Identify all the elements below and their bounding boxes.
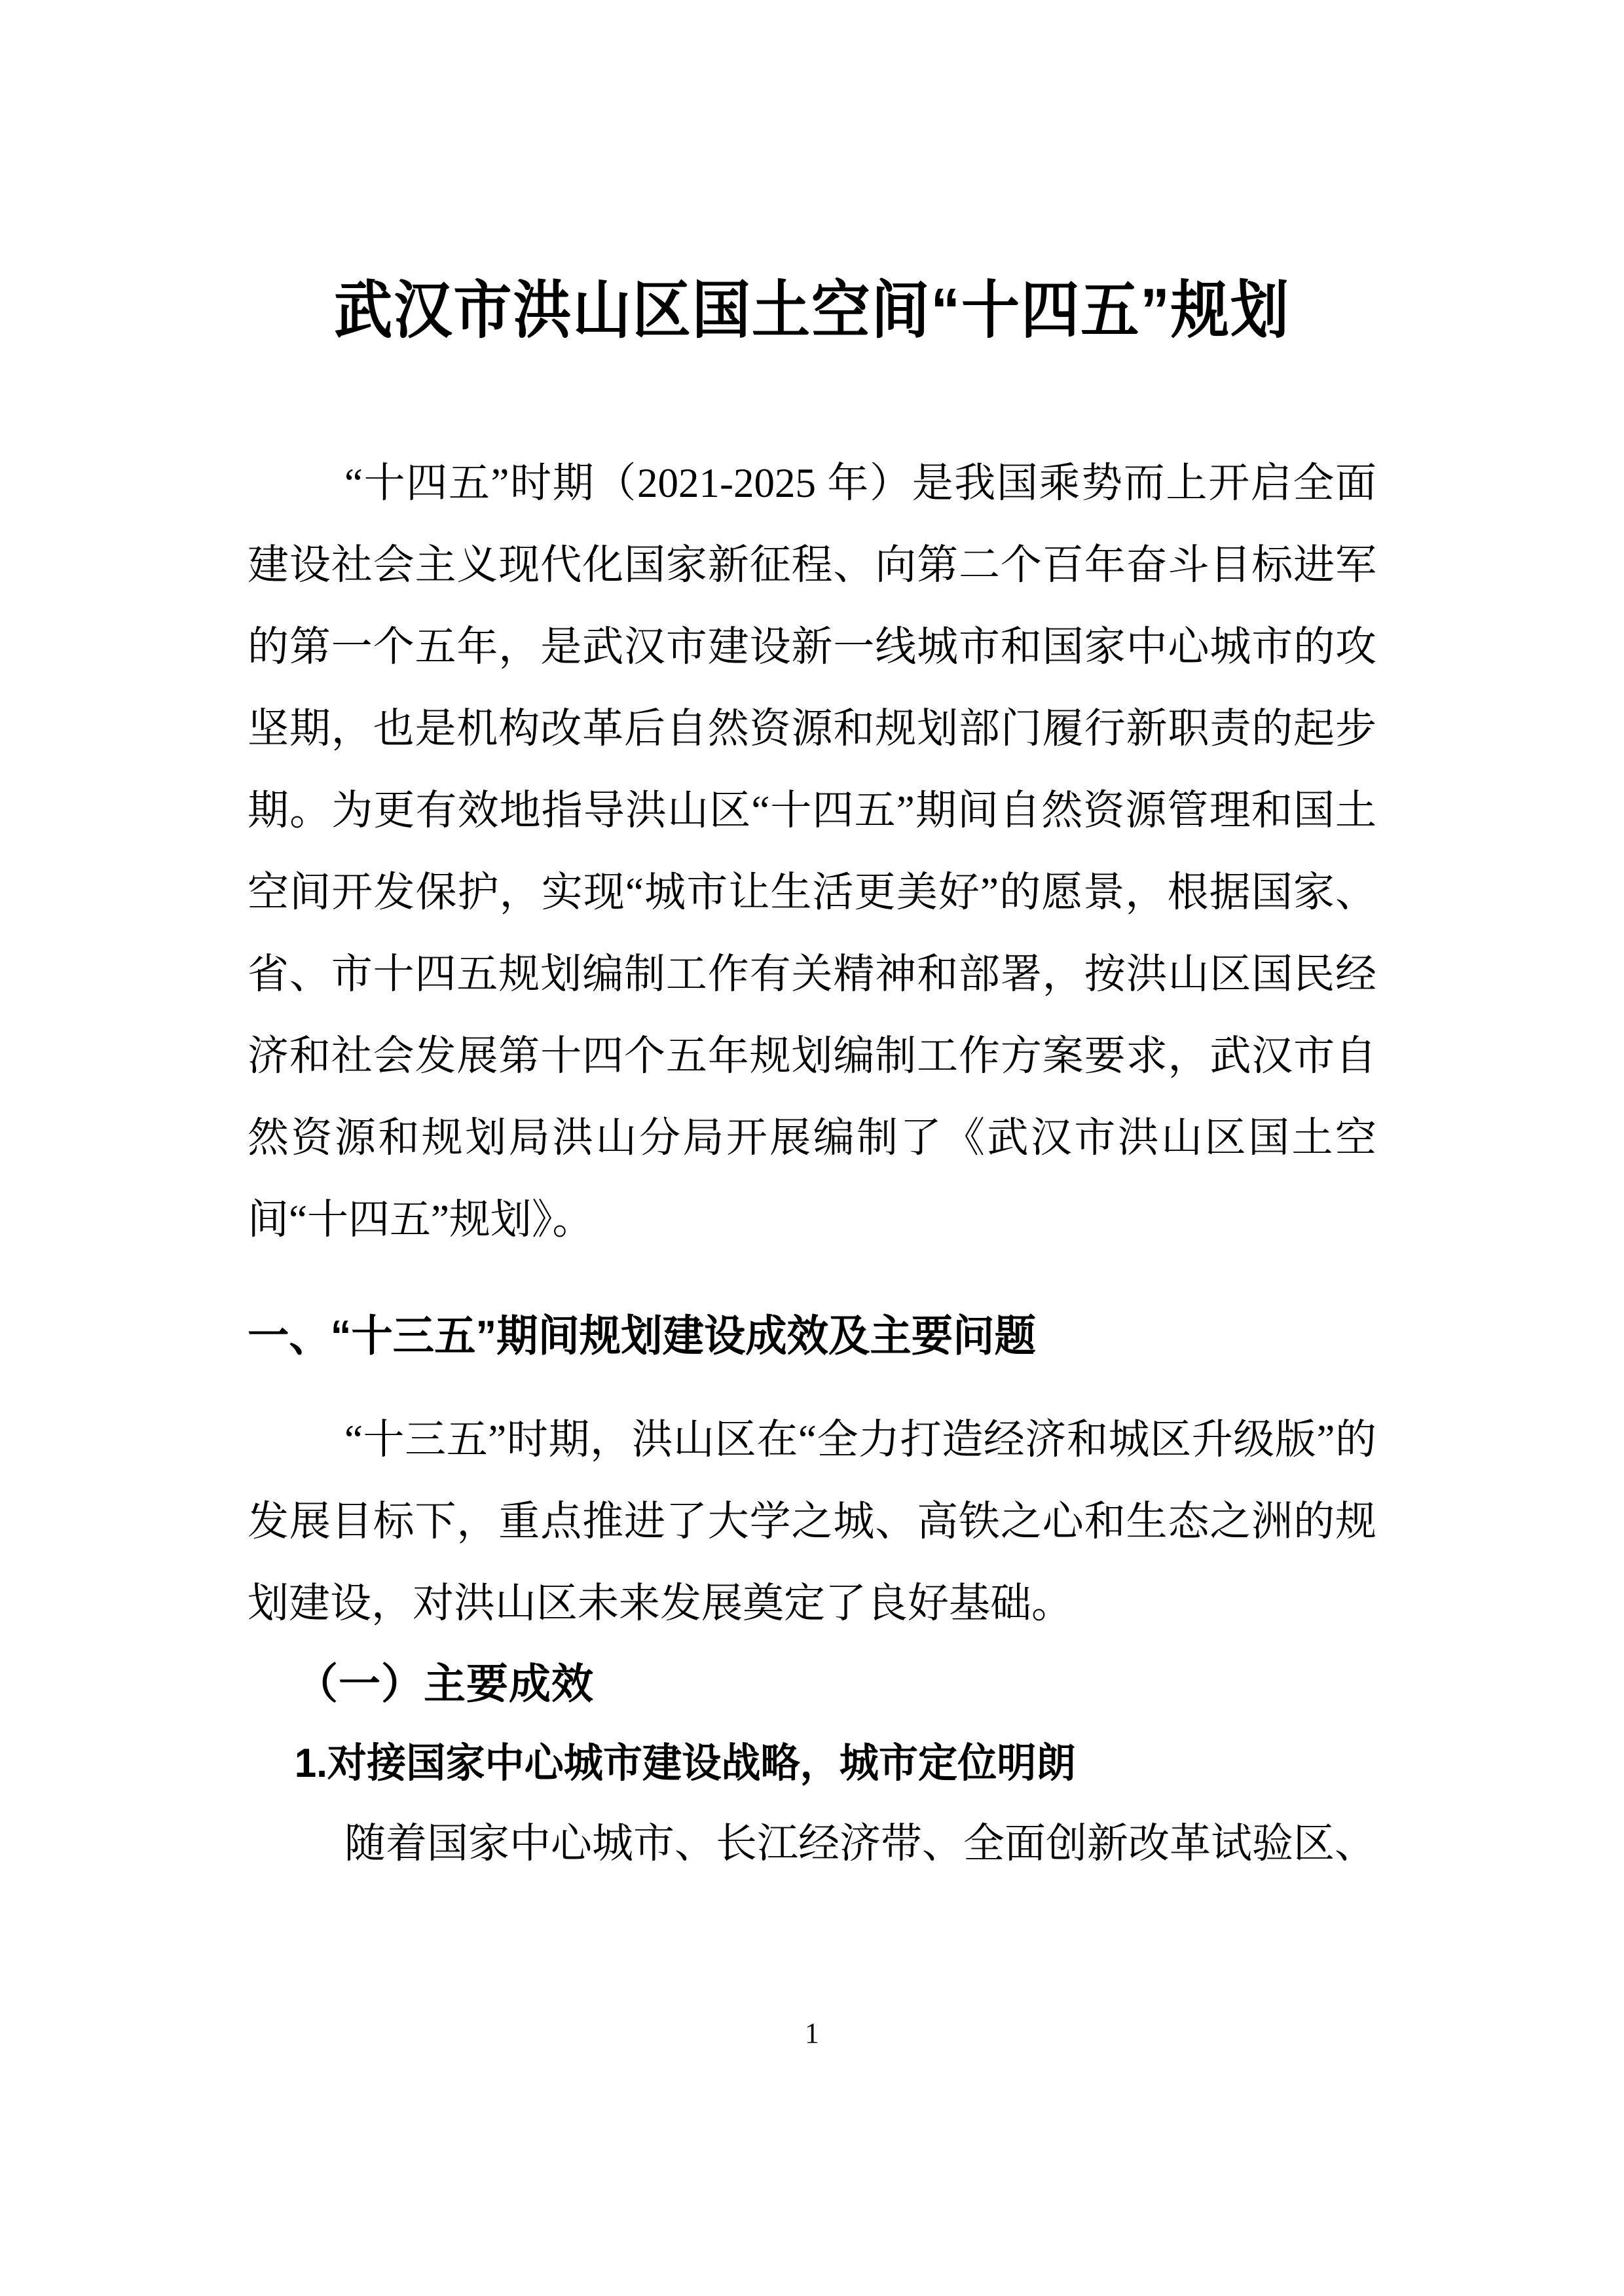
- document-body: [248, 443, 1376, 1885]
- paragraph-thirteenth-five-year: “十三五”时期，洪山区在“全力打造经济和城区升级版”的发展目标下，重点推进了大学之城、高铁之心和生态之洲的规划建设，对洪山区未来发展奠定了良好基础。: [248, 1417, 1376, 1626]
- section-heading-one: 一、“十三五”期间规划建设成效及主要问题: [248, 1311, 1036, 1360]
- page-title: 武汉市洪山区国土空间“十四五”规划: [333, 276, 1291, 346]
- paragraph-national-center-city: 随着国家中心城市、长江经济带、全面创新改革试验区、: [344, 1821, 1376, 1867]
- subsection-heading-main-achievements: （一）主要成效: [296, 1661, 594, 1707]
- page-number: 1: [805, 2017, 819, 2049]
- subsection-heading-city-positioning: 1.对接国家中心城市建设战略，城市定位明朗: [294, 1741, 1076, 1786]
- paragraph-spacer: [248, 1261, 1376, 1295]
- paragraph-intro: “十四五”时期（2021-2025 年）是我国乘势而上开启全面建设社会主义现代化国家新征程、向第二个百年奋斗目标进军的第一个五年，是武汉市建设新一线城市和国家中心城市的攻坚期，也是机构改革后自然资源和规划部门履行新职责的起步期。为更有效地指导洪山区“十四五”期间自然资源管理和国土空间开发保护，实现“城市让生活更美好”的愿景，根据国家、省、市十四五规划编制工作有关精神和部署，按洪山区国民经济和社会发展第十四个五年规划编制工作方案要求，武汉市自然资源和规划局洪山分局开展编制了《武汉市洪山区国土空间“十四五”规划》。: [248, 460, 1376, 1243]
- heading-spacer: [248, 1377, 1376, 1399]
